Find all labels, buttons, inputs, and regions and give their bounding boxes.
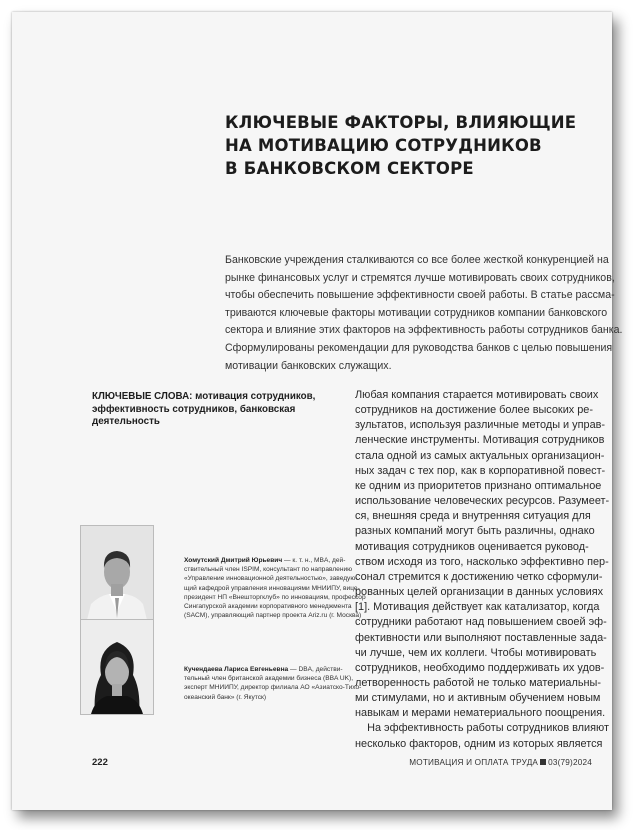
- body-line: ке одним из приоритетов признано оптимальное: [355, 479, 602, 492]
- article-abstract: [225, 252, 623, 375]
- author-bio-line: «Управление инновационной деятельностью», заведую-: [184, 575, 358, 583]
- title-line: КЛЮЧЕВЫЕ ФАКТОРЫ, ВЛИЯЮЩИЕ: [225, 113, 577, 132]
- abstract-line: чтобы обеспечить повышение эффективности своей работы. В статье рассма-: [225, 289, 615, 302]
- journal-footer: [409, 758, 592, 767]
- author-photo-khomutsky: [80, 525, 154, 621]
- abstract-line: мотивации банковских служащих.: [225, 359, 392, 372]
- body-line: рованных целей организации в данных условиях: [355, 586, 604, 599]
- body-line: ленческие инструменты. Мотивация сотрудников: [355, 434, 605, 447]
- body-line: сотрудники работают над повышением своей эф-: [355, 616, 607, 629]
- body-line: сонал стремится к достижению четко сформули-: [355, 570, 603, 583]
- keywords-label: КЛЮЧЕВЫЕ СЛОВА:: [92, 391, 193, 402]
- body-line: навыкам и мерами нематериального поощрения.: [355, 707, 606, 720]
- author-bio-line: — к. т. н., MBA, дей-: [282, 557, 346, 564]
- body-line: летворенность работой не только материальны-: [355, 676, 601, 689]
- body-line: ством исходя из того, насколько эффективно пер-: [355, 555, 609, 568]
- keywords-text: мотивация сотрудников, эффективность сотрудников, банковская деятельность: [92, 391, 316, 427]
- author-bio-line: океанский банк» (г. Якутск): [184, 693, 267, 701]
- abstract-line: триваются ключевые факторы мотивации сотрудников компании банковского: [225, 306, 608, 319]
- body-line: использование человеческих ресурсов. Разумеет-: [355, 495, 610, 508]
- keywords: [92, 391, 352, 429]
- author-bio-line: президент НП «Внешторгклуб» по инновациям, профессор: [184, 593, 366, 601]
- title-line: В БАНКОВСКОМ СЕКТОРЕ: [225, 159, 474, 178]
- body-line: ных задач с тех пор, как в корпоративной повест-: [355, 464, 606, 477]
- author-bio-line: (SACM), управляющий партнер проекта Ariz.ru (г. Москва): [184, 612, 362, 620]
- body-line: зультатов, используя различные методы и управ-: [355, 419, 606, 432]
- article-body: [355, 388, 615, 752]
- body-line: ся, внешняя среда и внутренняя ситуация для: [355, 510, 591, 523]
- body-line: разных компаний могут быть различны, однако: [355, 525, 595, 538]
- journal-name: МОТИВАЦИЯ И ОПЛАТА ТРУДА: [409, 758, 539, 767]
- author-bio-khomutsky: [184, 556, 366, 620]
- body-line: [1]. Мотивация действует как катализатор, когда: [355, 601, 600, 614]
- body-line: сотрудников, необходимо поддерживать их удов-: [355, 661, 605, 674]
- author-photo-kuchendaeva: [80, 619, 154, 715]
- body-line: сотрудников на достижение более высоких ре-: [355, 404, 593, 417]
- page-number: 222: [92, 757, 108, 768]
- abstract-line: Сформулированы рекомендации для руководства банков с целью повышения: [225, 341, 613, 354]
- document-page: [12, 12, 623, 810]
- body-line: мотивация сотрудников оценивается руковод-: [355, 540, 589, 553]
- body-line: фективности или выполняют поставленные зада-: [355, 631, 607, 644]
- author-bio-kuchendaeva: [184, 665, 362, 702]
- body-line: Любая компания старается мотивировать своих: [355, 389, 599, 401]
- title-line: НА МОТИВАЦИЮ СОТРУДНИКОВ: [225, 136, 542, 155]
- body-line: ми стимулами, но и активным обучением новым: [355, 692, 601, 705]
- square-separator-icon: [540, 759, 546, 765]
- author-bio-line: щий кафедрой управления инновациями МНИИПУ, вице-: [184, 584, 360, 592]
- abstract-line: Банковские учреждения сталкиваются со все более жесткой конкуренцией на: [225, 254, 609, 266]
- author-bio-line: эксперт МНИИПУ, директор филиала АО «Азиатско-Тихо-: [184, 684, 362, 692]
- author-bio-line: Сингапурской академии корпоративного менеджмента: [184, 603, 352, 611]
- abstract-line: рынке финансовых услуг и стремятся лучше мотивировать своих сотрудников,: [225, 271, 615, 284]
- body-line: На эффективность работы сотрудников влияют: [355, 722, 609, 735]
- author-bio-line: ствительный член ISPIM, консультант по направлению: [184, 566, 353, 574]
- article-title: [225, 111, 577, 180]
- body-line: несколько факторов, одним из которых является: [355, 737, 603, 750]
- author-name: Хомутский Дмитрий Юрьевич: [184, 557, 283, 564]
- body-line: чи лучше, чем их коллеги. Чтобы мотивировать: [355, 646, 597, 659]
- body-line: стала одной из самых актуальных организацион-: [355, 449, 605, 462]
- abstract-line: сектора и влияние этих факторов на эффективность работы сотрудников банка.: [225, 324, 623, 337]
- author-bio-line: — DBA, действи-: [288, 666, 343, 673]
- author-bio-line: тельный член британской академии бизнеса (BBA UK),: [184, 675, 354, 683]
- author-name: Кучендаева Лариса Евгеньевна: [184, 666, 289, 673]
- journal-issue: 03(79)2024: [548, 758, 592, 767]
